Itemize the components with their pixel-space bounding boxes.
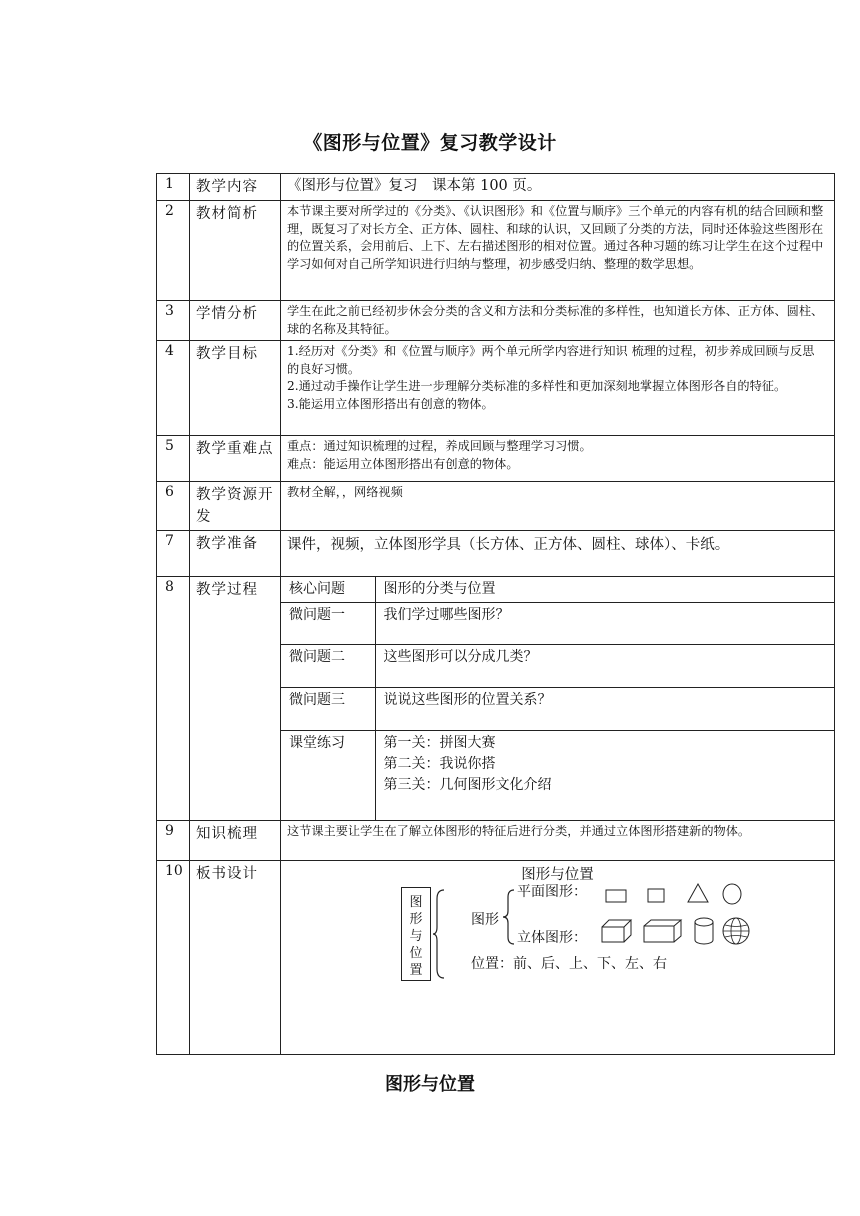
table-row xyxy=(157,531,835,577)
row-number: 6 xyxy=(157,482,190,531)
table-row xyxy=(157,174,835,201)
exercise-item: 第二关：我说你搭 xyxy=(383,756,496,772)
document-title: 《图形与位置》复习教学设计 xyxy=(303,132,557,154)
exercise-item: 第三关：几何图形文化介绍 xyxy=(383,777,552,793)
row-label: 知识梳理 xyxy=(190,820,281,860)
table-row xyxy=(157,301,835,341)
process-table xyxy=(281,577,834,820)
process-row xyxy=(281,731,834,820)
row-label: 教学内容 xyxy=(190,174,281,201)
triangle-icon xyxy=(687,883,709,903)
process-question-label: 微问题三 xyxy=(281,688,375,731)
row-number: 1 xyxy=(157,174,190,201)
board-design xyxy=(281,861,834,1049)
row-number: 8 xyxy=(157,577,190,821)
board-design-cell xyxy=(281,860,835,1054)
position-label: 位置：前、后、上、下、左、右 xyxy=(471,955,667,972)
row-label: 教学准备 xyxy=(190,531,281,577)
row-number: 7 xyxy=(157,531,190,577)
solid-shapes-label: 立体图形： xyxy=(517,929,587,946)
sphere-icon xyxy=(721,916,751,946)
cube-icon xyxy=(643,919,683,943)
table-row xyxy=(157,341,835,436)
cuboid-icon xyxy=(601,919,633,943)
objective-line: 3.能运用立体图形搭出有创意的物体。 xyxy=(287,396,494,411)
row-label: 教学过程 xyxy=(190,577,281,821)
cylinder-icon xyxy=(693,917,715,945)
row-label: 教学资源开发 xyxy=(190,482,281,531)
row-number: 3 xyxy=(157,301,190,341)
process-question-text: 这些图形可以分成几类？ xyxy=(375,645,834,688)
exercise-item: 第一关：拼图大赛 xyxy=(383,735,496,751)
row-label: 教材简析 xyxy=(190,201,281,301)
process-row xyxy=(281,688,834,731)
process-question-label: 核心问题 xyxy=(281,577,375,603)
row-number: 9 xyxy=(157,820,190,860)
process-row xyxy=(281,645,834,688)
process-question-text: 我们学过哪些图形？ xyxy=(375,603,834,645)
row-number: 5 xyxy=(157,436,190,482)
circle-icon xyxy=(721,883,743,905)
row-content: 《图形与位置》复习 课本第 100 页。 xyxy=(281,174,835,201)
table-row xyxy=(157,577,835,821)
row-number: 2 xyxy=(157,201,190,301)
objective-line: 2.通过动手操作让学生进一步理解分类标准的多样性和更加深刻地掌握立体图形各自的特征。 xyxy=(287,379,787,393)
footer-title: 图形与位置 xyxy=(385,1074,475,1095)
table-row xyxy=(157,860,835,1054)
board-vertical-title xyxy=(401,887,431,981)
process-question-label: 微问题二 xyxy=(281,645,375,688)
vertical-char: 图 xyxy=(409,894,423,910)
process-question-label: 课堂练习 xyxy=(281,731,375,820)
row-content: 本节课主要对所学过的《分类》、《认识图形》和《位置与顺序》三个单元的内容有机的结合回顾和整理，既复习了对长方全、正方体、圆柱、和球的认识，又回顾了分类的方法，同时还体验这些图形在的位置关系，会用前后、上下、左右描述图形的相对位置。通过各种习题的练习让学生在这个过程中学习如何对自己所学知识进行归纳与整理，初步感受归纳、整理的数学思想。 xyxy=(281,201,835,301)
table-row xyxy=(157,482,835,531)
square-icon xyxy=(647,888,665,903)
vertical-char: 与 xyxy=(409,928,423,944)
row-label: 教学重难点 xyxy=(190,436,281,482)
row-content xyxy=(281,341,835,436)
lesson-plan-table xyxy=(156,173,835,1055)
vertical-char: 位 xyxy=(409,945,423,961)
row-number: 4 xyxy=(157,341,190,436)
row-number: 10 xyxy=(157,860,190,1054)
row-content: 课件，视频，立体图形学具（长方体、正方体、圆柱、球体）、卡纸。 xyxy=(281,531,835,577)
vertical-char: 置 xyxy=(409,962,423,978)
process-exercise-list xyxy=(375,731,834,820)
row-content: 学生在此之前已经初步休会分类的含义和方法和分类标准的多样性，也知道长方体、正方体、圆柱、球的名称及其特征。 xyxy=(281,301,835,341)
board-title: 图形与位置 xyxy=(521,866,594,883)
row-content xyxy=(281,436,835,482)
vertical-char: 形 xyxy=(409,911,423,927)
row-content: 教材全解，，网络视频 xyxy=(281,482,835,531)
board-shape-label: 图形 xyxy=(471,911,499,928)
row-label: 教学目标 xyxy=(190,341,281,436)
row-label: 板书设计 xyxy=(190,860,281,1054)
objective-line: 1.经历对《分类》和《位置与顺序》两个单元所学内容进行知识 梳理的过程，初步养成回顾与反思 的良好习惯。 xyxy=(287,344,815,376)
outer-brace-icon xyxy=(433,889,445,979)
process-question-text: 说说这些图形的位置关系？ xyxy=(375,688,834,731)
row-content: 这节课主要让学生在了解立体图形的特征后进行分类，并通过立体图形搭建新的物体。 xyxy=(281,820,835,860)
row-label: 学情分析 xyxy=(190,301,281,341)
process-question-text: 图形的分类与位置 xyxy=(375,577,834,603)
difficulty-line: 难点：能运用立体图形搭出有创意的物体。 xyxy=(287,456,519,471)
process-row xyxy=(281,603,834,645)
process-row xyxy=(281,577,834,603)
key-point-line: 重点：通过知识梳理的过程，养成回顾与整理学习习惯。 xyxy=(287,439,592,453)
inner-brace-icon xyxy=(503,889,515,945)
table-row xyxy=(157,201,835,301)
table-row xyxy=(157,820,835,860)
plane-shapes-label: 平面图形： xyxy=(517,883,587,900)
process-cell xyxy=(281,577,835,821)
process-question-label: 微问题一 xyxy=(281,603,375,645)
rectangle-icon xyxy=(605,889,627,903)
table-row xyxy=(157,436,835,482)
